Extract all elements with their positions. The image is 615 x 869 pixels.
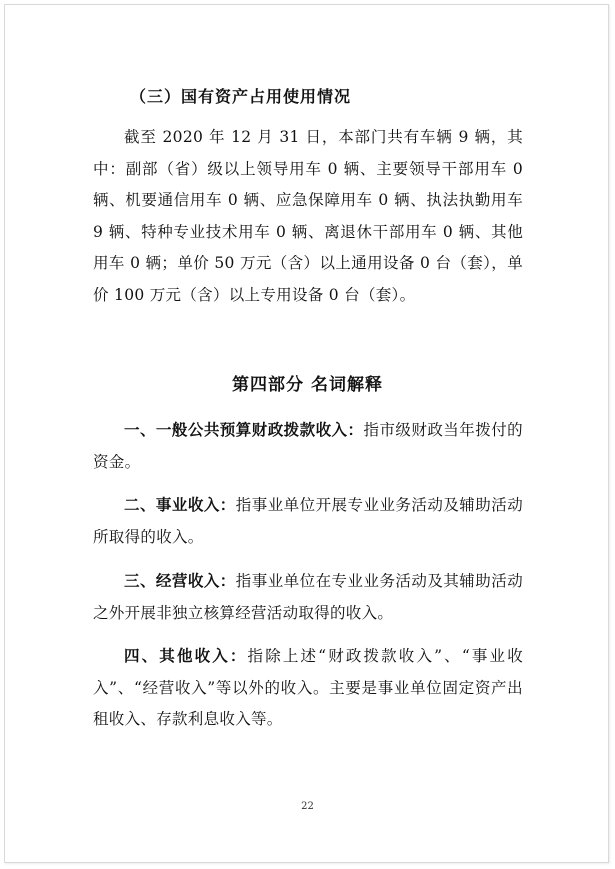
assets-paragraph: 截至 2020 年 12 月 31 日，本部门共有车辆 9 辆，其中：副部（省）级以上领导用车 0 辆、主要领导干部用车 0 辆、机要通信用车 0 辆、应急保障用车 0 辆、执法执勤用车 9 辆、特种专业技术用车 0 辆、离退休干部用车 0 辆、其他用车 0 辆；单价 50 万元（含）以上通用设备 0 台（套），单价 100 万元（含）以上专用设备 0 台（套）。 <box>93 128 523 304</box>
part-title: 第四部分 名词解释 <box>232 375 383 395</box>
term-label: 一、一般公共预算财政拨款收入： <box>124 420 364 439</box>
term-definition: 指市级财政当年拨付的资金。 <box>93 421 523 471</box>
term-general-budget-revenue <box>93 414 523 478</box>
term-label: 三、经营收入： <box>124 571 236 590</box>
term-operating-revenue <box>93 565 523 629</box>
term-label: 四、其他收入： <box>124 646 248 665</box>
term-label: 二、事业收入： <box>124 495 236 514</box>
page-number: 22 <box>301 801 314 812</box>
term-business-revenue <box>93 489 523 553</box>
section-heading: （三）国有资产占用使用情况 <box>130 87 352 106</box>
term-definition: 指除上述“财政拨款收入”、“事业收入”、“经营收入”等以外的收入。主要是事业单位固定资产出租收入、存款利息收入等。 <box>93 647 523 728</box>
term-definition: 指事业单位开展专业业务活动及辅助活动所取得的收入。 <box>93 496 523 546</box>
term-other-revenue <box>93 640 523 736</box>
term-definition: 指事业单位在专业业务活动及其辅助活动之外开展非独立核算经营活动取得的收入。 <box>93 572 523 622</box>
